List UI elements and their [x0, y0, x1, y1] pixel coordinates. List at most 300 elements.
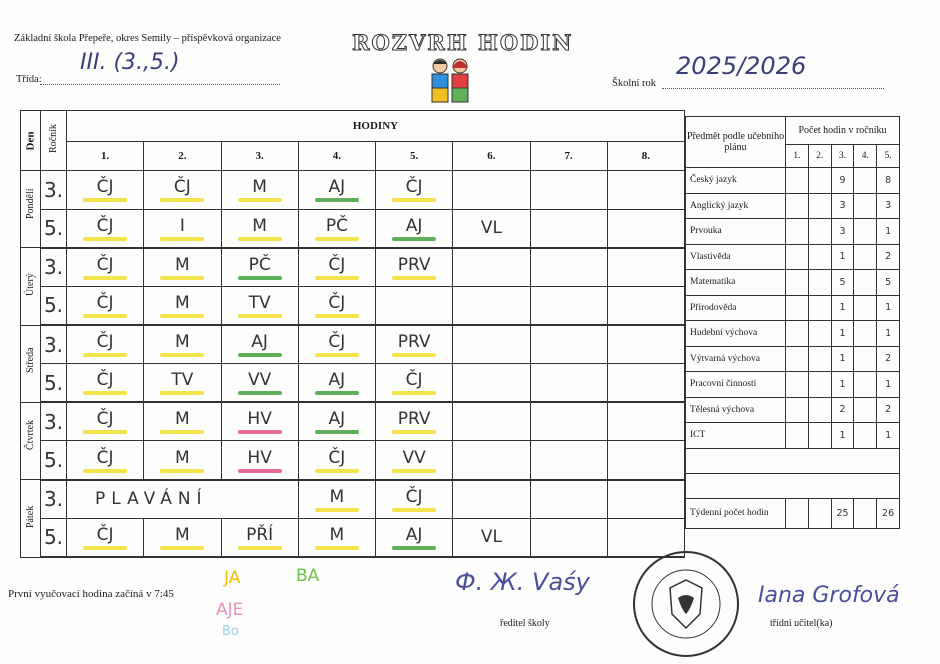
lesson-cell [607, 171, 684, 210]
weekly-total-count [854, 498, 877, 528]
hour-count: 3 [877, 193, 900, 219]
grade-col-header: 3. [831, 145, 854, 168]
lesson-text: VV [247, 370, 272, 391]
lesson-text: ČJ [405, 177, 423, 198]
hour-count [786, 397, 809, 423]
lesson-cell [221, 286, 298, 325]
grade-col-header: 2. [808, 145, 831, 168]
lesson-text: VL [480, 527, 502, 548]
lesson-text: M [175, 447, 190, 468]
subject-name: Anglický jazyk [686, 193, 786, 219]
highlight-mark [392, 546, 436, 550]
hour-count [854, 168, 877, 194]
highlight-mark [315, 391, 359, 395]
hour-count: 1 [877, 423, 900, 449]
lesson-cell [453, 325, 530, 364]
lesson-cell [144, 364, 221, 403]
highlight-mark [392, 430, 436, 434]
lesson-cell [221, 248, 298, 287]
lesson-text: M [175, 332, 190, 353]
day-label [21, 248, 41, 325]
lesson-cell [221, 171, 298, 210]
table-row [21, 325, 685, 364]
lesson-cell [298, 286, 375, 325]
grade-cell: 5. [41, 209, 67, 248]
first-lesson-note: První vyučovací hodina začíná v 7:45 [8, 588, 174, 600]
subject-name: Prvouka [686, 219, 786, 245]
lesson-cell [453, 441, 530, 480]
grade-cell: 3. [41, 402, 67, 441]
lesson-text: I [179, 215, 185, 236]
hour-count [786, 346, 809, 372]
subject-row [686, 321, 900, 347]
subject-row [686, 193, 900, 219]
hour-count: 1 [877, 295, 900, 321]
hour-count: 1 [831, 244, 854, 270]
hours-header: HODINY [67, 111, 685, 142]
lesson-cell [607, 441, 684, 480]
day-label [21, 480, 41, 557]
lesson-text: ČJ [328, 332, 346, 353]
hour-count [854, 423, 877, 449]
period-header: 1. [67, 142, 144, 171]
highlight-mark [83, 353, 127, 357]
lesson-cell [67, 402, 144, 441]
hour-count [854, 321, 877, 347]
lesson-text: ČJ [328, 447, 346, 468]
highlight-mark [83, 546, 127, 550]
hour-count: 9 [831, 168, 854, 194]
lesson-text: ČJ [96, 370, 114, 391]
highlight-mark [160, 198, 204, 202]
subject-name: Tělesná výchova [686, 397, 786, 423]
lesson-text: PRV [397, 332, 431, 353]
hour-count [786, 372, 809, 398]
hour-count [854, 397, 877, 423]
lesson-cell [453, 402, 530, 441]
highlight-mark [392, 237, 436, 241]
table-row [21, 402, 685, 441]
lesson-text: TV [171, 370, 194, 391]
lesson-cell [221, 441, 298, 480]
weekly-total-count: 25 [831, 498, 854, 528]
hour-count [854, 270, 877, 296]
grade-col-header: 5. [877, 145, 900, 168]
subject-row [686, 219, 900, 245]
subject-name: ICT [686, 423, 786, 449]
lesson-cell [530, 402, 607, 441]
grade-header: Ročník [41, 111, 67, 171]
lesson-cell [453, 480, 530, 519]
lesson-text: AJ [328, 409, 346, 430]
weekly-total-count [786, 498, 809, 528]
period-header: 6. [453, 142, 530, 171]
school-stamp [630, 548, 742, 660]
lesson-cell [530, 325, 607, 364]
lesson-text: AJ [251, 332, 268, 353]
lesson-text: PČ [248, 254, 271, 275]
lesson-cell [453, 518, 530, 557]
lesson-cell [607, 480, 684, 519]
hour-count: 1 [831, 372, 854, 398]
lesson-text: AJ [405, 524, 423, 545]
lesson-cell [530, 364, 607, 403]
hour-count [808, 321, 831, 347]
highlight-mark [83, 469, 127, 473]
timetable-body [21, 171, 685, 558]
lesson-cell [67, 286, 144, 325]
lesson-cell [530, 171, 607, 210]
director-signature: Ф. Ж. Vаśу [455, 568, 590, 596]
lesson-cell [67, 518, 144, 557]
hour-count: 3 [831, 219, 854, 245]
highlight-mark [238, 276, 282, 280]
hour-count [854, 372, 877, 398]
hour-count [854, 244, 877, 270]
lesson-text: M [252, 177, 267, 198]
page-title: ROZVRH HODIN [352, 30, 574, 55]
lesson-cell [453, 171, 530, 210]
lesson-text: ČJ [96, 409, 114, 430]
hour-count: 2 [831, 397, 854, 423]
highlight-mark [315, 237, 359, 241]
hour-count [786, 423, 809, 449]
day-text: Úterý [25, 273, 36, 296]
highlight-mark [392, 353, 436, 357]
doodle-ba: BA [296, 566, 320, 586]
table-row [21, 518, 685, 557]
highlight-mark [238, 198, 282, 202]
hour-count [786, 244, 809, 270]
lesson-text: AJ [405, 215, 423, 236]
highlight-mark [83, 430, 127, 434]
lesson-cell [221, 325, 298, 364]
hour-count [786, 168, 809, 194]
lesson-cell [144, 402, 221, 441]
highlight-mark [392, 508, 436, 512]
hour-count [786, 321, 809, 347]
year-dotted-line [662, 88, 884, 89]
highlight-mark [315, 276, 359, 280]
highlight-mark [238, 391, 282, 395]
highlight-mark [160, 546, 204, 550]
weekly-total-row [686, 498, 900, 528]
doodle-aje: AJE [216, 600, 244, 620]
hour-count: 1 [831, 423, 854, 449]
hour-count [808, 295, 831, 321]
hour-count [786, 295, 809, 321]
lesson-cell [453, 286, 530, 325]
lesson-text: ČJ [96, 177, 114, 198]
lesson-cell [376, 248, 453, 287]
hour-count: 1 [831, 346, 854, 372]
highlight-mark [160, 353, 204, 357]
lesson-text: ČJ [96, 332, 114, 353]
lesson-cell [67, 171, 144, 210]
highlight-mark [238, 237, 282, 241]
lesson-cell [221, 518, 298, 557]
subject-name: Výtvarná výchova [686, 346, 786, 372]
day-text: Pondělí [25, 188, 36, 219]
highlight-mark [315, 546, 359, 550]
hour-count [854, 295, 877, 321]
day-label [21, 171, 41, 248]
lesson-cell [607, 209, 684, 248]
subject-row [686, 244, 900, 270]
highlight-mark [83, 198, 127, 202]
lesson-text: AJ [328, 177, 346, 198]
hour-count [808, 219, 831, 245]
hour-count: 5 [877, 270, 900, 296]
lesson-text: M [175, 254, 190, 275]
director-label: ředitel školy [500, 618, 550, 629]
year-label: Školní rok [612, 78, 657, 89]
lesson-text: M [329, 524, 345, 545]
highlight-mark [238, 469, 282, 473]
lesson-text: VL [480, 218, 502, 239]
lesson-text: M [175, 409, 190, 430]
lesson-cell [453, 248, 530, 287]
subject-row-empty [686, 448, 900, 473]
lesson-cell [67, 441, 144, 480]
class-label: Třída: [16, 74, 42, 85]
period-header: 7. [530, 142, 607, 171]
period-row [21, 142, 685, 171]
timetable [20, 110, 685, 558]
lesson-cell [221, 364, 298, 403]
highlight-mark [83, 314, 127, 318]
subject-name: Hudební výchova [686, 321, 786, 347]
lesson-cell: PLAVÁNÍ [67, 480, 299, 519]
lesson-cell [376, 518, 453, 557]
table-row [21, 364, 685, 403]
highlight-mark [392, 469, 436, 473]
highlight-mark [315, 198, 359, 202]
lesson-cell [67, 325, 144, 364]
subject-table [685, 116, 900, 529]
class-dotted-line [40, 84, 280, 85]
hour-count [786, 270, 809, 296]
lesson-cell [144, 286, 221, 325]
hour-count: 1 [877, 321, 900, 347]
hour-count [808, 193, 831, 219]
lesson-cell [376, 286, 453, 325]
hour-count: 5 [831, 270, 854, 296]
highlight-mark [160, 237, 204, 241]
subject-row [686, 372, 900, 398]
teacher-signature: Iana Grofová [758, 583, 900, 608]
subject-header: Předmět podle učebního plánu [686, 117, 786, 168]
weekly-total-label: Týdenní počet hodin [686, 498, 786, 528]
hour-count: 1 [831, 295, 854, 321]
lesson-text: AJ [328, 370, 346, 391]
lesson-cell [144, 441, 221, 480]
lesson-text: HV [247, 409, 272, 430]
lesson-cell [376, 209, 453, 248]
children-logo [420, 56, 480, 106]
subject-row [686, 270, 900, 296]
table-row [21, 171, 685, 210]
lesson-cell [607, 402, 684, 441]
lesson-cell [607, 248, 684, 287]
day-header: Den [21, 111, 41, 171]
lesson-cell [298, 441, 375, 480]
subject-name: Vlastivěda [686, 244, 786, 270]
grade-cell: 5. [41, 518, 67, 557]
lesson-text: PČ [325, 215, 348, 236]
subject-name: Přírodověda [686, 295, 786, 321]
highlight-mark [160, 314, 204, 318]
lesson-cell [530, 441, 607, 480]
lesson-text: ČJ [173, 177, 191, 198]
lesson-cell [298, 209, 375, 248]
subject-name: Český jazyk [686, 168, 786, 194]
lesson-text: ČJ [96, 254, 114, 275]
highlight-mark [315, 430, 359, 434]
highlight-mark [315, 469, 359, 473]
lesson-cell [607, 325, 684, 364]
hour-count: 2 [877, 397, 900, 423]
grade-col-header: 1. [786, 145, 809, 168]
lesson-text: PRV [397, 409, 431, 430]
weekly-total-count [808, 498, 831, 528]
highlight-mark [315, 314, 359, 318]
table-row [21, 441, 685, 480]
lesson-cell [67, 248, 144, 287]
hour-count [786, 193, 809, 219]
highlight-mark [238, 430, 282, 434]
lesson-text: VV [402, 447, 426, 468]
lesson-text: M [175, 524, 190, 545]
hour-count: 1 [877, 219, 900, 245]
hour-count [786, 219, 809, 245]
lesson-text: PRV [397, 254, 431, 275]
grade-cell: 3. [41, 248, 67, 287]
lesson-cell [144, 518, 221, 557]
lesson-text: M [252, 215, 267, 236]
highlight-mark [160, 391, 204, 395]
table-row [21, 209, 685, 248]
hour-count: 1 [831, 321, 854, 347]
lesson-cell [144, 325, 221, 364]
highlight-mark [83, 276, 127, 280]
lesson-cell [298, 171, 375, 210]
lesson-text: ČJ [405, 486, 423, 507]
subject-row [686, 397, 900, 423]
hour-count: 3 [831, 193, 854, 219]
grade-cell: 3. [41, 325, 67, 364]
day-text: Čtvrtek [25, 420, 36, 451]
lesson-text: ČJ [328, 292, 346, 313]
lesson-cell [298, 364, 375, 403]
subject-row [686, 168, 900, 194]
lesson-cell [376, 441, 453, 480]
lesson-text: ČJ [96, 447, 114, 468]
highlight-mark [83, 391, 127, 395]
lesson-text: PŘÍ [246, 524, 274, 545]
hour-count: 1 [877, 372, 900, 398]
hour-count [808, 270, 831, 296]
hour-count [808, 244, 831, 270]
highlight-mark [392, 198, 436, 202]
lesson-cell [453, 209, 530, 248]
lesson-cell [144, 171, 221, 210]
lesson-cell [144, 209, 221, 248]
hour-count [808, 372, 831, 398]
count-header: Počet hodin v ročníku [786, 117, 900, 145]
lesson-cell [376, 480, 453, 519]
class-value: III. (3.,5.) [80, 50, 180, 75]
lesson-cell [530, 248, 607, 287]
lesson-text: ČJ [96, 215, 114, 236]
lesson-text: ČJ [405, 370, 423, 391]
lesson-text: M [175, 292, 190, 313]
hour-count [808, 397, 831, 423]
lesson-cell [144, 248, 221, 287]
lesson-cell [376, 402, 453, 441]
lesson-cell [298, 402, 375, 441]
grade-cell: 3. [41, 480, 67, 519]
lesson-cell [67, 364, 144, 403]
doodle-ja: JA [224, 568, 241, 588]
grade-cell: 5. [41, 441, 67, 480]
lesson-cell [530, 209, 607, 248]
highlight-mark [392, 391, 436, 395]
subject-row [686, 423, 900, 449]
lesson-cell [298, 248, 375, 287]
hour-count: 8 [877, 168, 900, 194]
doodle-bo: Bo [222, 624, 239, 639]
teacher-label: třídní učitel(ka) [770, 618, 833, 629]
lesson-cell [453, 364, 530, 403]
lesson-text: M [329, 486, 345, 507]
highlight-mark [160, 276, 204, 280]
year-value: 2025/2026 [676, 52, 807, 80]
lesson-cell [530, 286, 607, 325]
hour-count [808, 168, 831, 194]
lesson-cell [530, 518, 607, 557]
hour-count [854, 193, 877, 219]
lesson-cell [607, 364, 684, 403]
lesson-cell [298, 518, 375, 557]
lesson-text: ČJ [328, 254, 346, 275]
day-label [21, 325, 41, 402]
subject-name: Matematika [686, 270, 786, 296]
lesson-text: TV [248, 292, 271, 313]
lesson-cell [298, 325, 375, 364]
highlight-mark [238, 314, 282, 318]
hour-count [854, 219, 877, 245]
highlight-mark [83, 237, 127, 241]
grade-cell: 3. [41, 171, 67, 210]
subject-name: Pracovní činnosti [686, 372, 786, 398]
highlight-mark [315, 353, 359, 357]
highlight-mark [238, 353, 282, 357]
day-text: Středa [25, 347, 36, 374]
hour-count [808, 346, 831, 372]
subject-body [686, 168, 900, 529]
lesson-cell [221, 402, 298, 441]
grade-cell: 5. [41, 286, 67, 325]
highlight-mark [238, 546, 282, 550]
subject-row-empty [686, 473, 900, 498]
lesson-cell [607, 286, 684, 325]
grade-col-header: 4. [854, 145, 877, 168]
highlight-mark [315, 508, 359, 512]
subject-row [686, 346, 900, 372]
lesson-text: ČJ [96, 524, 114, 545]
period-header: 5. [376, 142, 453, 171]
